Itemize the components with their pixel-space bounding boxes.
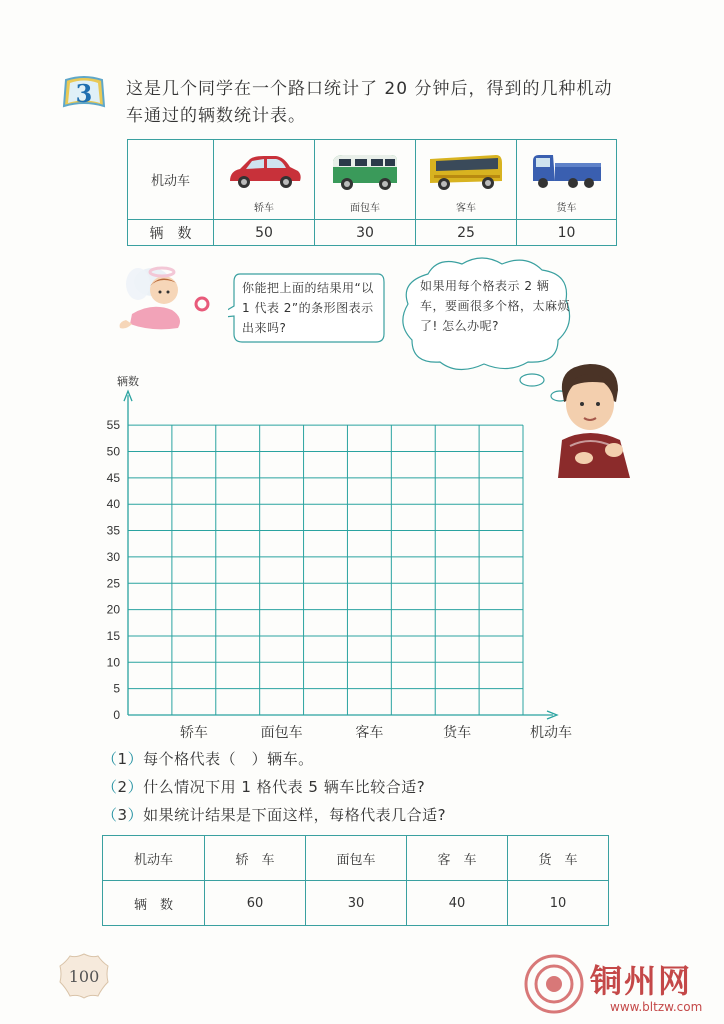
watermark-seal-icon [522,952,586,1016]
count-truck: 10 [517,220,617,246]
x-category-label: 客车 [355,725,384,741]
watermark-text: 铜州网 [590,962,693,1000]
x-category-label: 面包车 [260,725,303,741]
angel-illustration-icon [112,262,212,342]
vehicle-cell-truck [517,140,617,220]
vehicle-label-van: 面包车 [350,203,380,214]
problem-intro: 这是几个同学在一个路口统计了 20 分钟后，得到的几种机动车通过的辆数统计表。 [126,79,613,126]
truck-icon [527,147,607,197]
y-tick-label: 5 [113,681,120,696]
y-tick-label: 15 [106,628,120,643]
t2-header-bus: 客 车 [407,836,508,881]
t2-value-bus: 40 [407,881,508,926]
question-2: （2）什么情况下用 1 格代表 5 辆车比较合适? [102,778,426,796]
y-tick-label: 30 [106,549,120,564]
page-number-badge [58,952,110,1000]
count-car: 50 [214,220,315,246]
angel-character [112,262,212,342]
t2-row-label: 辆 数 [103,881,205,926]
y-tick-label: 25 [106,576,120,591]
y-axis-label: 辆数 [117,375,139,389]
speech-bubble-angel [228,270,388,346]
question-1-text: 每个格代表（ ）辆车。 [143,750,314,768]
y-tick-label: 40 [106,497,120,512]
problem-number: 3 [75,78,93,108]
vehicle-count-table [127,139,617,246]
vehicle-label-truck: 货车 [556,203,577,214]
y-tick-label: 10 [106,655,120,670]
question-3: （3）如果统计结果是下面这样，每格代表几合适? [102,806,447,824]
t2-value-car: 60 [205,881,306,926]
problem-number-badge [60,74,108,112]
row-header-vehicle: 机动车 [128,140,214,220]
watermark-url: www.bltzw.com [610,1000,703,1014]
vehicle-count-table-2 [102,835,609,926]
y-tick-label: 50 [106,444,120,459]
x-axis-label: 机动车 [530,725,572,741]
x-category-label: 轿车 [179,725,208,741]
speech-text-angel: 你能把上面的结果用“以 1 代表 2”的条形图表示出来吗? [242,281,374,335]
vehicle-cell-van [315,140,416,220]
y-tick-label: 0 [113,708,120,722]
question-1: （1）每个格代表（ ）辆车。 [102,750,314,768]
question-2-number: 2 [117,778,128,796]
car-icon [224,147,304,197]
y-tick-label: 45 [106,470,120,485]
question-1-number: 1 [117,750,128,768]
row-header-count: 辆 数 [128,220,214,246]
question-3-number: 3 [117,806,128,824]
vehicle-label-bus: 客车 [456,203,476,214]
speech-text-boy: 如果用每个格表示 2 辆车，要画很多个格，太麻烦了! 怎么办呢? [420,279,571,333]
bus-icon [426,147,506,197]
site-watermark [520,952,720,1022]
t2-header-truck: 货 车 [508,836,609,881]
question-2-text: 什么情况下用 1 格代表 5 辆车比较合适? [143,778,426,796]
t2-header-vehicle: 机动车 [103,836,205,881]
count-bus: 25 [416,220,517,246]
van-icon [325,147,405,197]
t2-header-car: 轿 车 [205,836,306,881]
vehicle-cell-car [214,140,315,220]
x-category-label: 货车 [443,725,472,741]
t2-value-truck: 10 [508,881,609,926]
page-number: 100 [68,966,100,986]
t2-header-van: 面包车 [306,836,407,881]
t2-value-van: 30 [306,881,407,926]
bar-chart-grid [90,340,600,750]
count-van: 30 [315,220,416,246]
y-tick-label: 55 [106,418,120,433]
vehicle-label-car: 轿车 [254,203,274,214]
question-3-text: 如果统计结果是下面这样，每格代表几合适? [143,806,447,824]
y-tick-label: 20 [106,602,120,617]
vehicle-cell-bus [416,140,517,220]
y-tick-label: 35 [106,523,120,538]
